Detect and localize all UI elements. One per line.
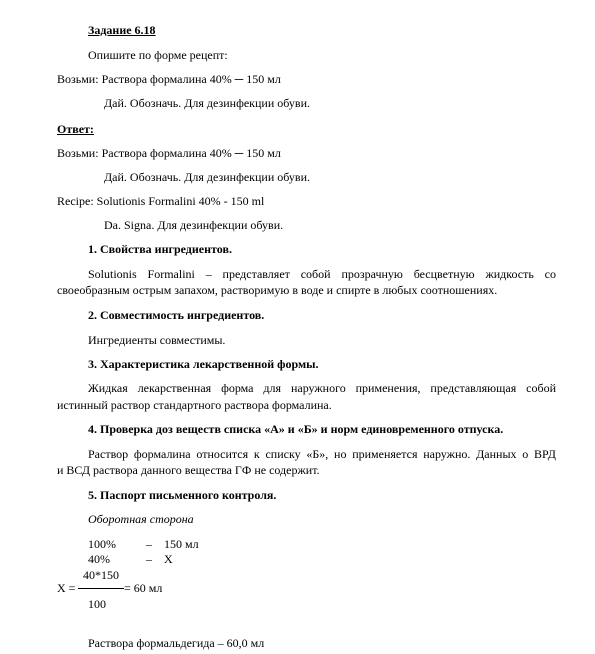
section-3-heading: 3. Характеристика лекарственной формы. [88, 357, 319, 371]
section-3-line-1: Жидкая лекарственная форма для наружного применения, представляющая собой [88, 381, 556, 395]
calc-row1-dash: – [146, 537, 152, 551]
calc-row2-left: 40% [88, 552, 110, 566]
section-1-line-2: своеобразным острым запахом, растворимую в воде и спирте в любых соотношениях. [57, 283, 498, 297]
answer-recipe-line: Recipe: Solutionis Formalini 40% - 150 ml [57, 194, 265, 208]
section-4-heading: 4. Проверка доз веществ списка «А» и «Б» и норм единовременного отпуска. [88, 422, 504, 436]
calc-row1-right: 150 мл [164, 537, 199, 551]
calc-row2-right: Х [164, 552, 173, 566]
task-title: Задание 6.18 [88, 23, 156, 37]
task-rx-line: Возьми: Раствора формалина 40% ─ 150 мл [57, 72, 281, 86]
calc-lhs: Х = [57, 581, 76, 595]
calc-numerator: 40*150 [83, 568, 119, 582]
section-4-line-2: и ВСД раствора данного вещества ГФ не содержит. [57, 463, 320, 477]
task-instruction: Опишите по форме рецепт: [88, 48, 228, 62]
section-3-line-2: истинный раствор стандартного раствора формалина. [57, 398, 332, 412]
section-5-heading: 5. Паспорт письменного контроля. [88, 488, 277, 502]
section-1-heading: 1. Свойства ингредиентов. [88, 242, 232, 256]
answer-heading: Ответ: [57, 122, 94, 136]
calc-denominator: 100 [88, 597, 106, 611]
answer-signa-line: Дай. Обозначь. Для дезинфекции обуви. [104, 170, 311, 184]
fraction-bar [78, 588, 124, 589]
section-2-heading: 2. Совместимость ингредиентов. [88, 308, 265, 322]
calc-row2-dash: – [146, 552, 152, 566]
calc-row1-left: 100% [88, 537, 116, 551]
answer-rx-line: Возьми: Раствора формалина 40% ─ 150 мл [57, 146, 281, 160]
result-line: Раствора формальдегида – 60,0 мл [88, 636, 265, 650]
task-signa-line: Дай. Обозначь. Для дезинфекции обуви. [104, 96, 311, 110]
section-2-text: Ингредиенты совместимы. [88, 333, 226, 347]
calc-rhs: = 60 мл [124, 581, 163, 595]
section-1-line-1: Solutionis Formalini – представляет собой прозрачную бесцветную жидкость со [88, 267, 556, 281]
answer-da-signa-line: Da. Signa. Для дезинфекции обуви. [104, 218, 284, 232]
section-5-subheading: Оборотная сторона [88, 512, 194, 526]
section-4-line-1: Раствор формалина относится к списку «Б», но применяется наружно. Данных о ВРД [88, 447, 556, 461]
